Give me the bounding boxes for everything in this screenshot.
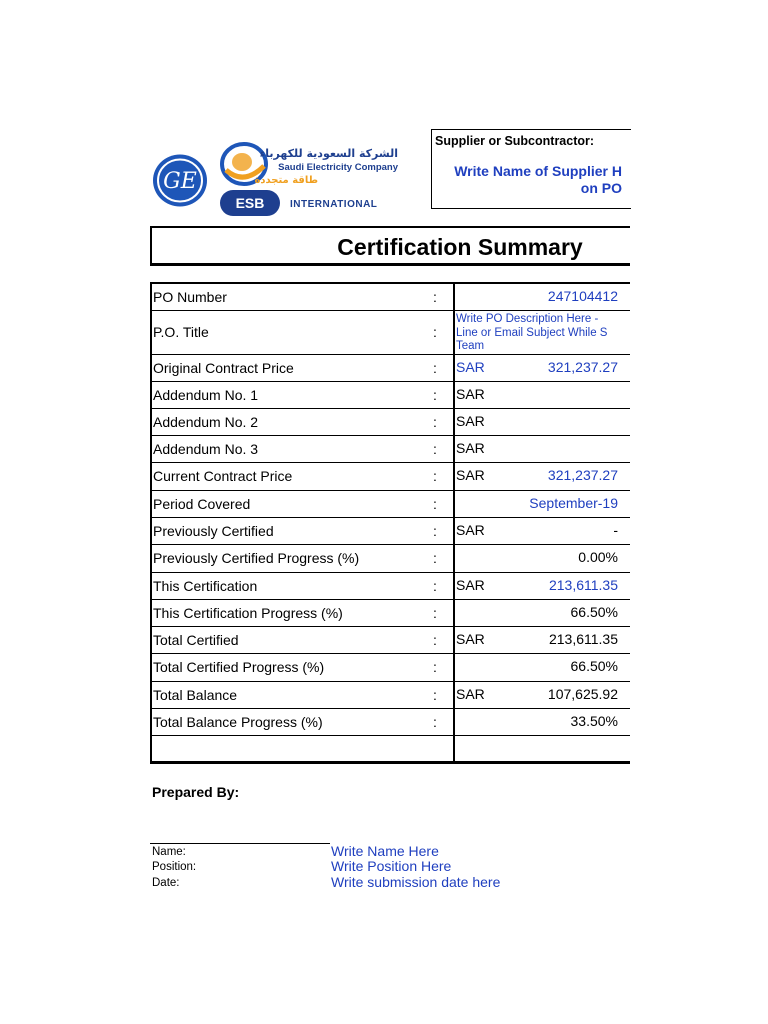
title-box — [150, 226, 630, 266]
table-row — [152, 355, 630, 382]
row-label: Original Contract Price — [153, 360, 294, 376]
row-value: 66.50% — [570, 658, 618, 674]
position-field[interactable]: Write Position Here — [331, 858, 452, 874]
row-label: Current Contract Price — [153, 468, 293, 484]
row-colon: : — [433, 414, 437, 430]
table-row — [152, 573, 630, 600]
row-colon: : — [433, 632, 437, 648]
row-label: PO Number — [153, 289, 227, 305]
table-row — [152, 311, 630, 355]
row-colon: : — [433, 324, 437, 340]
row-label: Total Certified Progress (%) — [153, 659, 325, 675]
row-colon: : — [433, 441, 437, 457]
currency-code: SAR — [456, 631, 485, 647]
currency-code: SAR — [456, 440, 485, 456]
row-colon: : — [433, 578, 437, 594]
table-row — [152, 654, 630, 682]
row-value[interactable]: 213,611.35 — [548, 577, 618, 593]
ge-logo — [152, 154, 208, 207]
row-value[interactable]: 321,237.27 — [547, 467, 618, 483]
row-colon: : — [433, 550, 437, 566]
svg-text:طاقة متجددة: طاقة متجددة — [254, 175, 318, 186]
page-title: Certification Summary — [337, 234, 583, 260]
table-row — [152, 682, 630, 709]
row-value[interactable]: 247104412 — [547, 288, 618, 304]
supplier-label: Supplier or Subcontractor: — [435, 134, 595, 148]
row-colon: : — [433, 496, 437, 512]
saudi-electricity-logo — [218, 140, 402, 188]
currency-code: SAR — [456, 686, 485, 702]
currency-code: SAR — [456, 577, 485, 593]
table-row — [152, 491, 630, 518]
supplier-name-field[interactable]: Write Name of Supplier H on PO — [454, 163, 622, 196]
name-field[interactable]: Write Name Here — [331, 843, 439, 859]
row-value: 0.00% — [578, 549, 618, 565]
prepared-by-heading: Prepared By: — [152, 784, 240, 800]
currency-code: SAR — [456, 386, 485, 402]
table-row — [152, 409, 630, 436]
table-row — [152, 600, 630, 627]
position-label: Position: — [152, 861, 197, 873]
date-label: Date: — [152, 877, 180, 889]
row-value[interactable]: 321,237.27 — [547, 359, 618, 375]
esb-international-logo — [218, 190, 388, 216]
currency-code: SAR — [456, 413, 485, 429]
supplier-box — [431, 129, 631, 209]
row-label: Total Balance Progress (%) — [153, 714, 323, 730]
currency-code: SAR — [456, 467, 485, 483]
row-colon: : — [433, 468, 437, 484]
table-row — [152, 518, 630, 545]
name-label: Name: — [152, 846, 186, 858]
po-title-field[interactable]: Write PO Description Here - Line or Email Subject While S Team — [456, 313, 608, 352]
table-row — [152, 284, 630, 311]
row-label: Total Balance — [153, 687, 238, 703]
row-value: 107,625.92 — [547, 686, 618, 702]
row-colon: : — [433, 659, 437, 675]
svg-text:الشركة السعودية للكهرباء: الشركة السعودية للكهرباء — [259, 147, 398, 160]
row-label: Addendum No. 2 — [153, 414, 259, 430]
signature-line — [150, 843, 330, 844]
row-value: - — [613, 522, 618, 538]
currency-code: SAR — [456, 522, 485, 538]
row-label: Total Certified — [153, 632, 239, 648]
row-colon: : — [433, 687, 437, 703]
row-colon: : — [433, 387, 437, 403]
empty-row — [152, 736, 630, 761]
table-row — [152, 463, 630, 491]
row-label: This Certification Progress (%) — [153, 605, 343, 621]
table-row — [152, 382, 630, 409]
certification-summary-table — [150, 282, 630, 764]
row-label: P.O. Title — [153, 324, 209, 340]
row-colon: : — [433, 714, 437, 730]
svg-text:ESB: ESB — [235, 195, 265, 211]
row-value: 33.50% — [570, 713, 618, 729]
date-field[interactable]: Write submission date here — [331, 874, 501, 890]
table-row — [152, 436, 630, 463]
row-label: Addendum No. 3 — [153, 441, 259, 457]
row-value: 66.50% — [570, 604, 618, 620]
row-label: Previously Certified Progress (%) — [153, 550, 360, 566]
row-colon: : — [433, 523, 437, 539]
row-label: Period Covered — [153, 496, 251, 512]
svg-text:Saudi Electricity Company: Saudi Electricity Company — [278, 162, 398, 173]
row-colon: : — [433, 289, 437, 305]
row-colon: : — [433, 360, 437, 376]
row-value[interactable]: September-19 — [529, 495, 618, 511]
row-label: Addendum No. 1 — [153, 387, 259, 403]
table-row — [152, 627, 630, 654]
currency-code: SAR — [456, 359, 485, 375]
svg-text:INTERNATIONAL: INTERNATIONAL — [290, 199, 378, 210]
row-colon: : — [433, 605, 437, 621]
row-label: This Certification — [153, 578, 258, 594]
row-value: 213,611.35 — [548, 631, 618, 647]
table-row — [152, 545, 630, 573]
svg-text:GE: GE — [163, 169, 197, 194]
row-label: Previously Certified — [153, 523, 274, 539]
table-row — [152, 709, 630, 736]
